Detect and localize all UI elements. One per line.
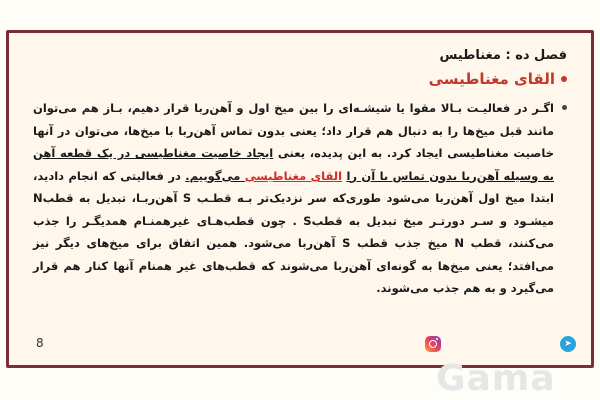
instagram-icon[interactable] [425, 336, 441, 352]
slide-frame [6, 30, 594, 368]
page-number: 8 [36, 336, 44, 350]
paragraph-part2: در فعالیتی که انجام دادید، ابتدا میخ اول آهن‌ربا می‌شود طوری‌که سر نزدیک‌تر بـه قطـب S آهن‌ربـا، تبدیل به قطبN میشـود و سـر دورتـر میخ تبدیل به قطبS . چون قطب‌هـای غیرهمنـام همدیگـر را جذب می‌کنند، قطب N میخ جذب قطب S آهن‌ربا می‌شود. همین اتفاق برای میخ‌های دیگر نیز می‌افتد؛ یعنی میخ‌ها به گونه‌ای آهن‌ربا می‌شوند که قطب‌های غیر همنام آنها کنار هم قرار می‌گیرد و به هم جذب می‌شوند. [33, 168, 555, 295]
paragraph-part1: اگـر در فعالیـت بـالا مقوا یا شیشـه‌ای را بین میخ اول و آهن‌ربا قرار دهیم، بـاز هم می‌توان مانند قبل میخ‌ها را به دنبال هم قرار داد؛ یعنی بدون تماس آهن‌ربا با میخ‌ها، می‌توان در آنها خاصیت مغناطیسی ایجاد کرد. به این پدیده، یعنی [33, 101, 554, 160]
slide-content [33, 47, 567, 300]
watermark-logo: Gama [436, 358, 556, 399]
topic-heading [33, 69, 567, 89]
term-highlight: القای مغناطیسی [244, 168, 343, 183]
definition-underlined: ایجاد خاصیت مغناطیسی در یک قطعه آهن به وسیله آهن‌ربا بدون تماس با آن را [33, 146, 554, 183]
definition-end-underlined: می‌گوییم. [185, 168, 245, 183]
chapter-title: فصل ده : مغناطیس [439, 48, 567, 63]
telegram-icon[interactable]: ➤ [560, 336, 576, 352]
paragraph-block [33, 97, 567, 300]
topic-title: القای مغناطیسی [428, 70, 555, 88]
bullet-icon [562, 105, 567, 110]
paragraph-text [33, 97, 554, 300]
bullet-icon [561, 76, 567, 82]
